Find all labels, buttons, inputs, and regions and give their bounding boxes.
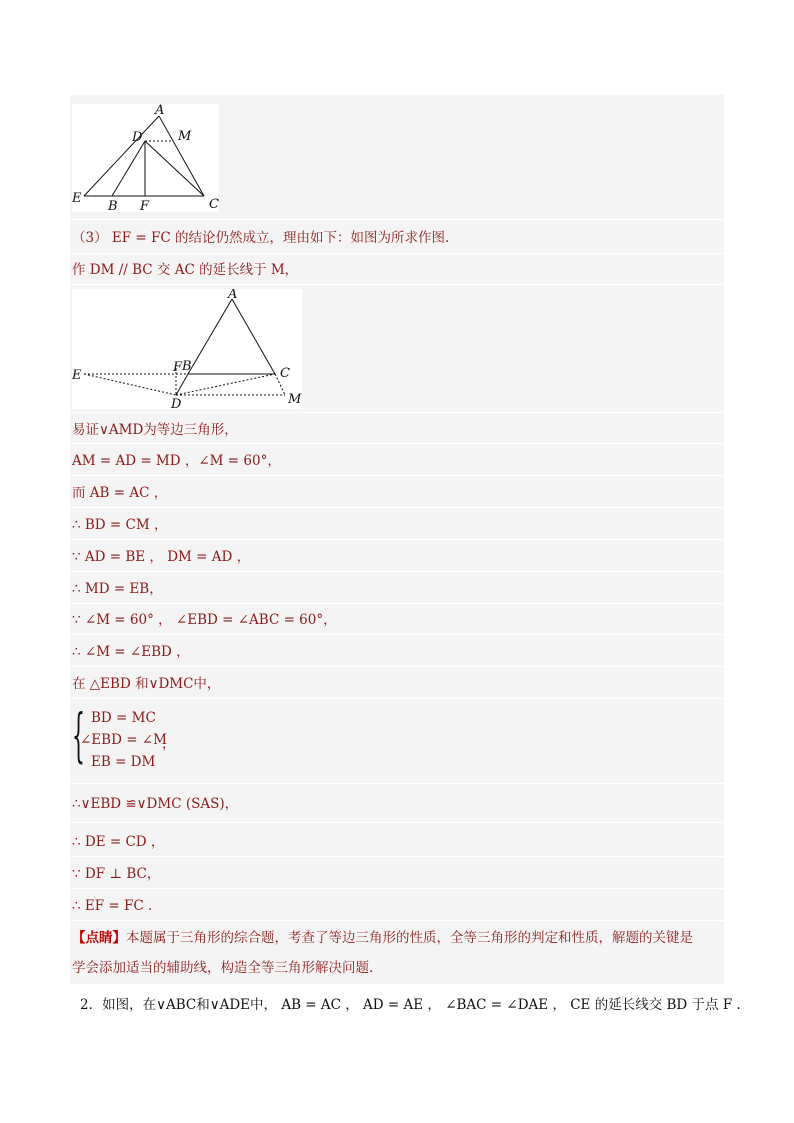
fig2-label-c: C bbox=[280, 366, 290, 381]
comment-line-1 bbox=[72, 929, 693, 947]
solution-line-7: ∵ AD = BE ， DM = AD ， bbox=[72, 549, 251, 565]
solution-line-11: 在 △EBD 和∨DMC中， bbox=[72, 676, 221, 692]
comment-line-2: 学会添加适当的辅助线，构造全等三角形解决问题. bbox=[72, 960, 374, 976]
separator bbox=[70, 783, 724, 784]
fig2-label-d: D bbox=[171, 397, 182, 409]
separator bbox=[70, 571, 724, 572]
system-row-3: EB = DM bbox=[91, 754, 156, 770]
separator bbox=[70, 412, 724, 413]
solution-line-15: ∴ EF = FC . bbox=[72, 898, 153, 914]
figure-1 bbox=[72, 104, 219, 212]
solution-line-9: ∵ ∠M = 60° ， ∠EBD = ∠ABC = 60°， bbox=[72, 612, 337, 628]
solution-line-2: 作 DM // BC 交 AC 的延长线于 M， bbox=[72, 262, 299, 278]
fig2-label-a: A bbox=[228, 289, 238, 302]
figure-1-svg bbox=[72, 104, 219, 212]
system-trailing-comma: ， bbox=[162, 736, 176, 752]
solution-line-3: 易证∨AMD为等边三角形， bbox=[72, 422, 238, 438]
solution-line-14: ∵ DF ⊥ BC， bbox=[72, 866, 161, 882]
comment-tag: 【点睛】 bbox=[72, 930, 126, 946]
fig1-label-e: E bbox=[72, 191, 82, 206]
separator bbox=[70, 507, 724, 508]
separator bbox=[70, 284, 724, 285]
separator bbox=[70, 822, 724, 823]
equation-system bbox=[72, 701, 272, 775]
fig1-label-m: M bbox=[178, 129, 192, 144]
separator bbox=[70, 920, 724, 921]
separator bbox=[70, 539, 724, 540]
solution-line-1: （3） EF = FC 的结论仍然成立，理由如下：如图为所求作图. bbox=[72, 230, 450, 246]
fig2-label-e: E bbox=[72, 368, 82, 383]
separator bbox=[70, 888, 724, 889]
fig2-label-b: B bbox=[182, 359, 192, 374]
separator bbox=[70, 666, 724, 667]
fig1-label-b: B bbox=[108, 199, 118, 212]
solution-line-10: ∴ ∠M = ∠EBD ， bbox=[72, 644, 190, 660]
solution-line-5: 而 AB = AC ， bbox=[72, 485, 168, 501]
fig1-label-f: F bbox=[140, 199, 150, 212]
separator bbox=[70, 253, 724, 254]
separator bbox=[70, 634, 724, 635]
figure-2-svg bbox=[72, 289, 302, 409]
separator bbox=[70, 475, 724, 476]
separator bbox=[70, 603, 724, 604]
fig2-label-f: F bbox=[173, 360, 183, 375]
solution-line-12: ∴∨EBD ≌∨DMC (SAS)， bbox=[72, 796, 239, 812]
system-row-2: ∠EBD = ∠M bbox=[80, 732, 167, 748]
separator bbox=[70, 443, 724, 444]
fig1-label-d: D bbox=[132, 130, 143, 145]
solution-line-13: ∴ DE = CD ， bbox=[72, 834, 165, 850]
separator bbox=[70, 219, 724, 220]
system-brace: { bbox=[72, 701, 85, 769]
fig2-label-m: M bbox=[288, 392, 302, 407]
fig1-label-a: A bbox=[155, 104, 165, 118]
comment-text-1: 本题属于三角形的综合题，考查了等边三角形的性质，全等三角形的判定和性质，解题的关键是 bbox=[126, 930, 693, 946]
question-2: 2．如图，在∨ABC和∨ADE中， AB = AC ， AD = AE ， ∠BAC = ∠DAE ， CE 的延长线交 BD 于点 F . bbox=[80, 997, 741, 1013]
separator bbox=[70, 698, 724, 699]
system-row-1: BD = MC bbox=[91, 710, 156, 726]
separator bbox=[70, 856, 724, 857]
figure-2 bbox=[72, 289, 302, 409]
solution-line-6: ∴ BD = CM ， bbox=[72, 517, 168, 533]
solution-line-8: ∴ MD = EB， bbox=[72, 581, 163, 597]
fig1-label-c: C bbox=[209, 197, 219, 212]
solution-line-4: AM = AD = MD ，∠M = 60°， bbox=[72, 453, 281, 469]
